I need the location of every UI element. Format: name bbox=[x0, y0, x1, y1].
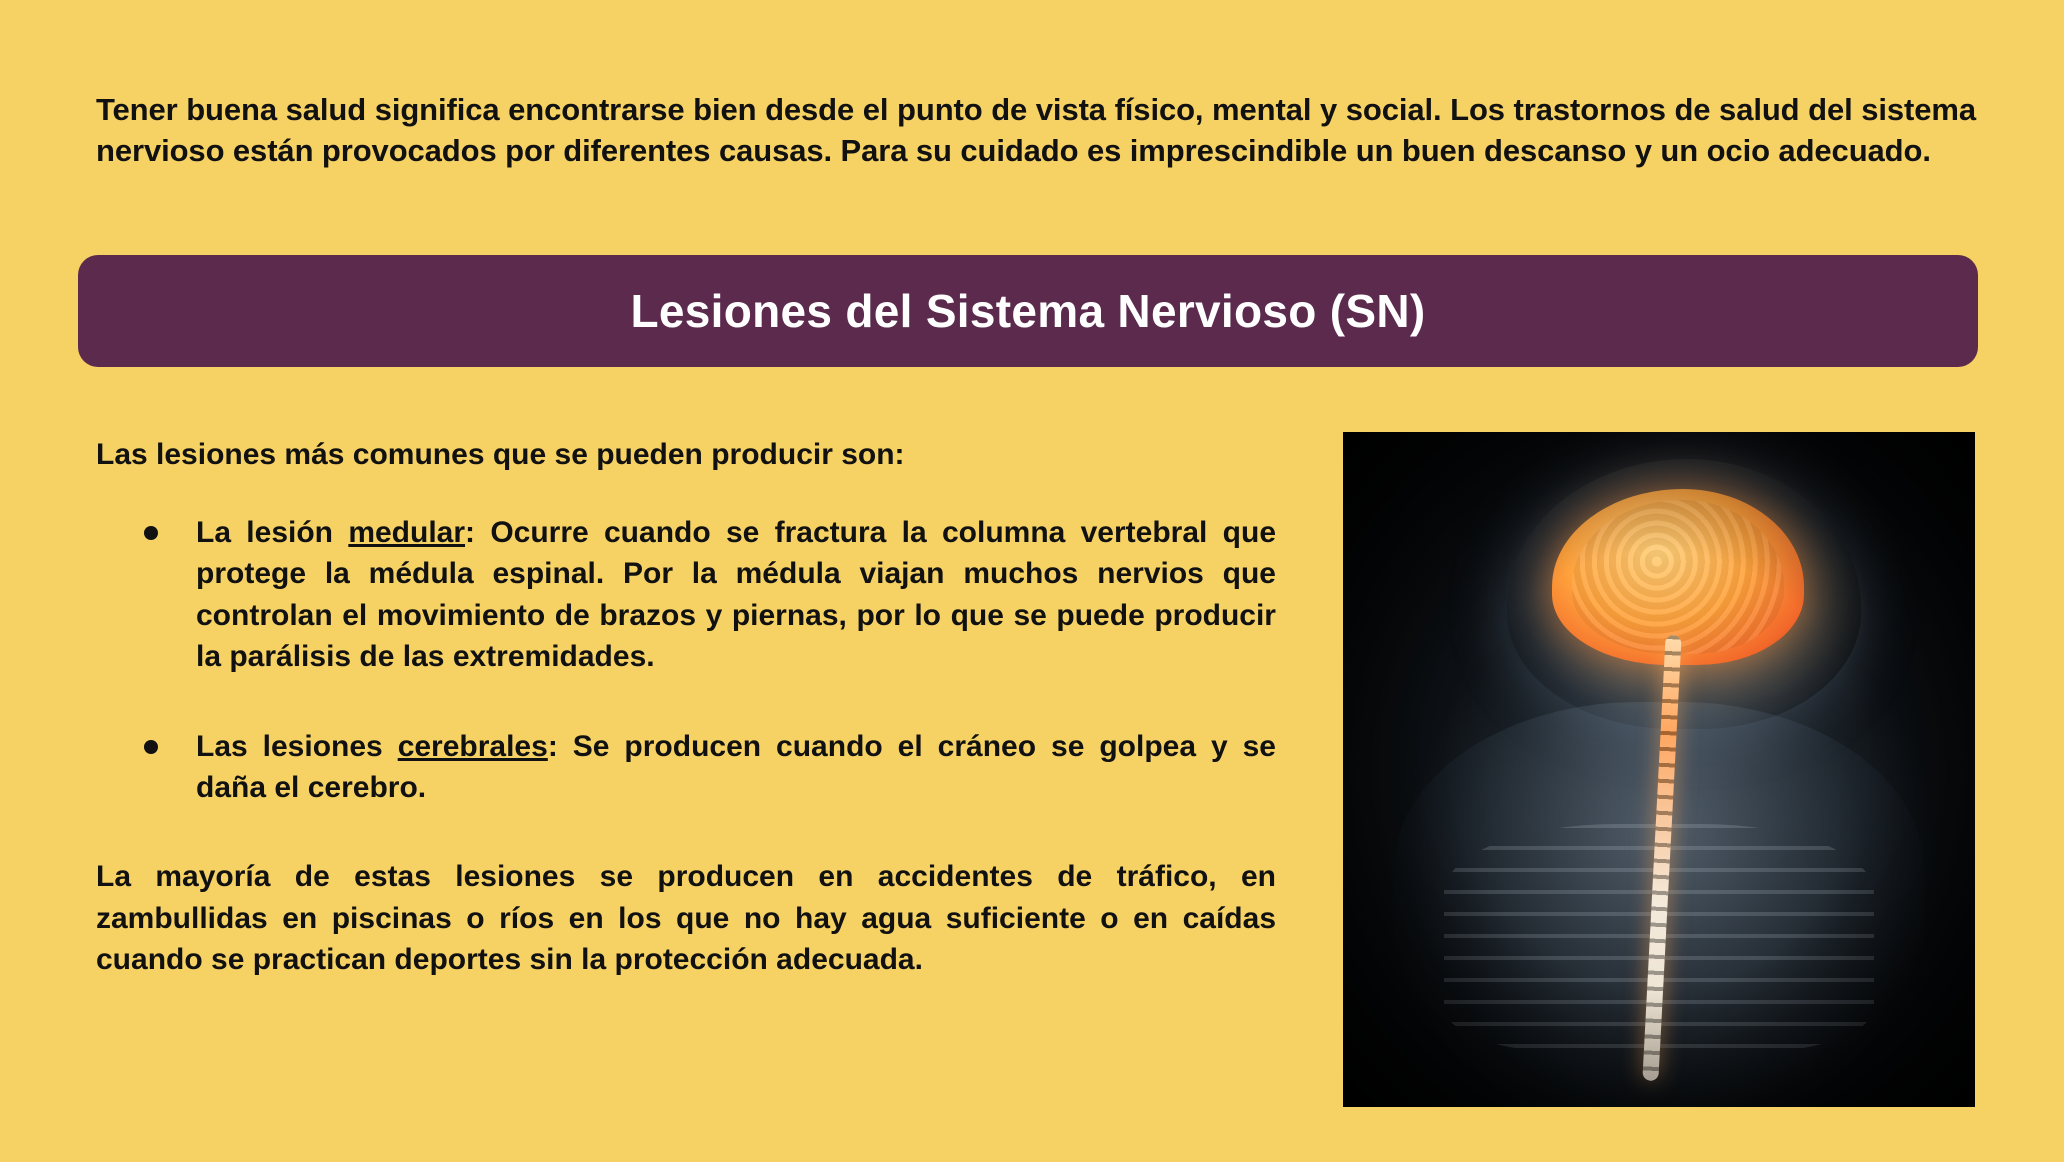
list-item bbox=[96, 726, 1276, 809]
bullet-keyword: medular bbox=[348, 516, 466, 549]
lesion-list bbox=[96, 512, 1276, 808]
closing-paragraph: La mayoría de estas lesiones se producen en accidentes de tráfico, en zambullidas en piscinas o ríos en los que no hay agua suficiente o en caídas cuando se practican deportes sin la protección adecuada. bbox=[96, 860, 1276, 977]
bullet-suffix: : Se producen cuando el cráneo se golpea y se daña el cerebro. bbox=[196, 729, 1276, 804]
bullet-dot-icon bbox=[144, 526, 158, 540]
figure-background bbox=[1343, 432, 1975, 1107]
bullet-dot-icon bbox=[144, 740, 158, 754]
lead-line: Las lesiones más comunes que se pueden producir son: bbox=[96, 438, 905, 471]
bullet-prefix: La lesión bbox=[196, 516, 349, 549]
figure-vignette bbox=[1343, 432, 1975, 1107]
content-column bbox=[96, 435, 1276, 1011]
intro-text-part2: . Los trastornos de salud del sistema nervioso están provocados por diferentes causas. Para su cuidado es imprescindible un buen descanso y un ocio adecuado. bbox=[96, 92, 1976, 169]
bullet-suffix: : Ocurre cuando se fractura la columna vertebral que protege la médula espinal. Por la médula viajan muchos nervios que controlan el movimiento de brazos y piernas, por lo que se puede producir la parálisis de las extremidades. bbox=[196, 516, 1277, 674]
bullet-keyword: cerebrales bbox=[397, 729, 548, 763]
page-title: Lesiones del Sistema Nervioso (SN) bbox=[630, 285, 1426, 337]
intro-paragraph bbox=[96, 89, 1976, 171]
anatomy-figure bbox=[1343, 432, 1975, 1107]
bullet-prefix: Las lesiones bbox=[196, 729, 398, 763]
intro-text-part1: Tener buena salud significa encontrarse bien desde el punto de vista bbox=[96, 92, 1115, 127]
section-title-banner bbox=[78, 255, 1978, 367]
list-item bbox=[96, 512, 1276, 678]
intro-bold-phrase: físico, mental y social bbox=[1114, 92, 1434, 127]
